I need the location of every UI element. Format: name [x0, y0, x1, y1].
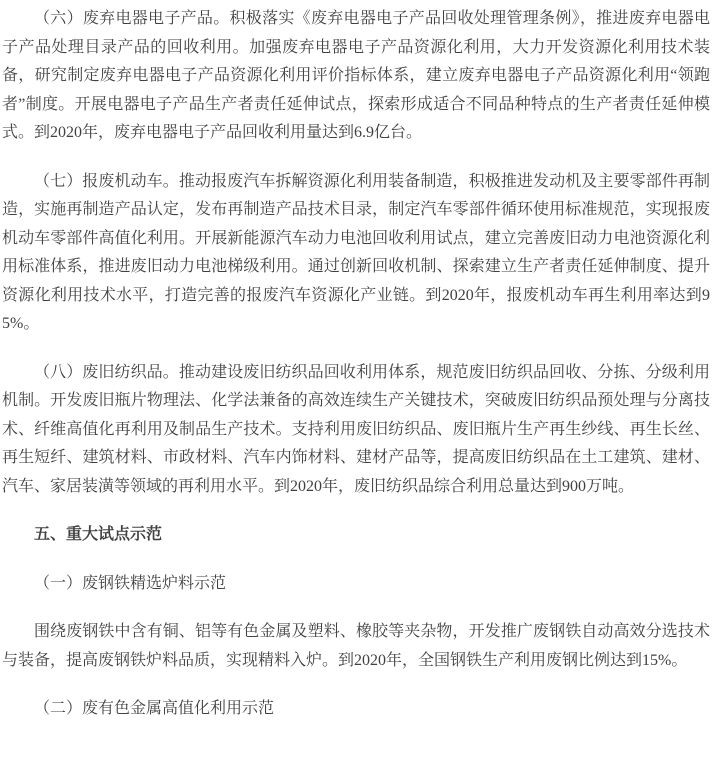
paragraph-scrap-steel-furnace-demo: 围绕废钢铁中含有铜、铝等有色金属及塑料、橡胶等夹杂物，开发推广废钢铁自动高效分选技术与装备，提高废钢铁炉料品质，实现精料入炉。到2020年，全国钢铁生产利用废钢比例达到15%。	[2, 623, 710, 669]
subheading-scrap-steel-furnace-demo: （一）废钢铁精选炉料示范	[34, 574, 227, 592]
paragraph-waste-textiles: （八）废旧纺织品。推动建设废旧纺织品回收利用体系，规范废旧纺织品回收、分拣、分级利用机制。开发废旧瓶片物理法、化学法兼备的高效连续生产关键技术，突破废旧纺织品预处理与分离技术、纤维高值化再利用及制品生产技术。支持利用废旧纺织品、废旧瓶片生产再生纱线、再生长丝、再生短纤、建筑材料、市政材料、汽车内饰材料、建材产品等，提高废旧纺织品在土工建筑、建材、汽车、家居装潢等领域的再利用水平。到2020年，废旧纺织品综合利用总量达到900万吨。	[2, 363, 710, 495]
paragraph-scrap-motor-vehicles: （七）报废机动车。推动报废汽车拆解资源化利用装备制造，积极推进发动机及主要零部件再制造，实施再制造产品认定，发布再制造产品技术目录，制定汽车零部件循环使用标准规范，实现报废机动车零部件高值化利用。开展新能源汽车动力电池回收利用试点，建立完善废旧动力电池资源化利用标准体系，推进废旧动力电池梯级利用。通过创新回收机制、探索建立生产者责任延伸制度、提升资源化利用技术水平，打造完善的报废汽车资源化产业链。到2020年，报废机动车再生利用率达到95%。	[2, 172, 710, 332]
paragraph-waste-electronics: （六）废弃电器电子产品。积极落实《废弃电器电子产品回收处理管理条例》，推进废弃电器电子产品处理目录产品的回收利用。加强废弃电器电子产品资源化利用，大力开发资源化利用技术装备，研究制定废弃电器电子产品资源化利用评价指标体系，建立废弃电器电子产品资源化利用“领跑者”制度。开展电器电子产品生产者责任延伸试点，探索形成适合不同品种特点的生产者责任延伸模式。到2020年，废弃电器电子产品回收利用量达到6.9亿台。	[2, 10, 710, 141]
section-heading-major-pilot-demonstrations: 五、重大试点示范	[34, 526, 163, 543]
subheading-nonferrous-metal-demo: （二）废有色金属高值化利用示范	[34, 700, 275, 717]
